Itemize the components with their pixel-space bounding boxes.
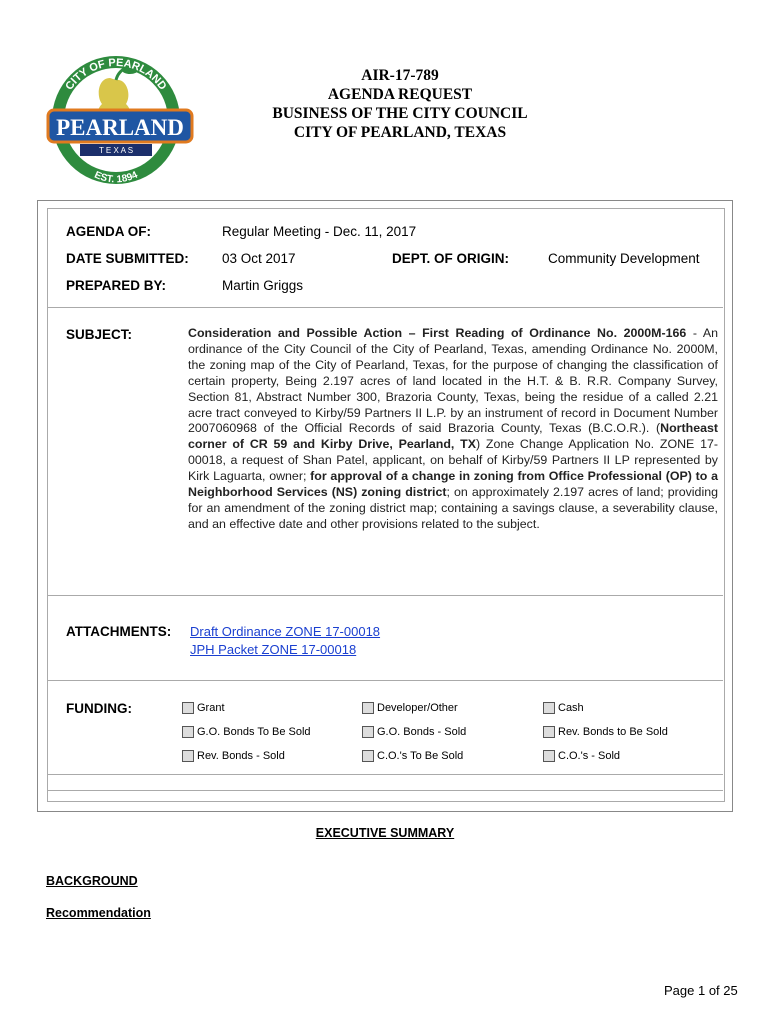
attachment-link-draft-ordinance[interactable]: Draft Ordinance ZONE 17-00018 — [190, 624, 381, 639]
background-heading: BACKGROUND — [46, 874, 138, 888]
funding-option-rev-bonds-sold[interactable] — [182, 750, 285, 762]
funding-option-cash[interactable] — [543, 702, 584, 714]
funding-option-label: Rev. Bonds - Sold — [197, 750, 285, 762]
funding-option-go-bonds-to-be-sold[interactable] — [182, 726, 311, 738]
logo-state: T E X A S — [98, 146, 134, 155]
checkbox[interactable] — [182, 702, 194, 714]
funding-option-label: G.O. Bonds To Be Sold — [197, 726, 311, 738]
subject-body: ) Zone Change Application No. ZONE 17-00018, a request of Shan Patel, applicant, on behalf of Kirby/59 Partners II LP represented by Kirk Laguarta, owner; — [188, 437, 719, 484]
checkbox[interactable] — [543, 702, 555, 714]
attachments-label: ATTACHMENTS: — [66, 624, 172, 639]
header-city: CITY OF PEARLAND, TEXAS — [293, 124, 507, 141]
divider — [47, 790, 723, 791]
date-submitted-value: 03 Oct 2017 — [222, 251, 296, 266]
divider — [47, 680, 723, 681]
funding-option-rev-bonds-to-be-sold[interactable] — [543, 726, 668, 738]
logo-arc-text: CITY OF PEARLAND — [63, 56, 169, 93]
checkbox[interactable] — [362, 726, 374, 738]
header-agenda-request: AGENDA REQUEST — [327, 86, 473, 103]
funding-label: FUNDING: — [66, 701, 132, 716]
prepared-by-value: Martin Griggs — [222, 278, 304, 293]
divider — [47, 774, 723, 775]
recommendation-heading: Recommendation — [46, 906, 151, 920]
checkbox[interactable] — [182, 750, 194, 762]
funding-option-grant[interactable] — [182, 702, 225, 714]
funding-option-label: C.O.'s To Be Sold — [377, 750, 464, 762]
funding-option-label: Cash — [558, 702, 584, 714]
air-number: AIR-17-789 — [361, 67, 439, 84]
divider — [47, 307, 723, 308]
funding-option-go-bonds-sold[interactable] — [362, 726, 466, 738]
header-business: BUSINESS OF THE CITY COUNCIL — [272, 105, 528, 122]
pearland-logo — [40, 48, 200, 188]
page-number: Page 1 of 25 — [664, 983, 738, 998]
subject-bold: Consideration and Possible Action – First Reading of Ordinance No. 2000M-166 — [188, 326, 687, 340]
document-header — [200, 66, 600, 142]
logo-est: EST. 1894 — [92, 169, 140, 186]
subject-body: ; on approximately 2.197 acres of land; providing for an amendment of the zoning district map; containing a savings clause, a severability clause, and an effective date and other provisions related to the subject. — [188, 485, 718, 531]
date-submitted-label: DATE SUBMITTED: — [66, 251, 189, 266]
logo-wordmark: PEARLAND — [56, 115, 184, 140]
attachment-link-jph-packet[interactable]: JPH Packet ZONE 17-00018 — [190, 642, 357, 657]
checkbox[interactable] — [362, 702, 374, 714]
funding-option-label: Developer/Other — [377, 702, 458, 714]
checkbox[interactable] — [182, 726, 194, 738]
funding-option-cos-to-be-sold[interactable] — [362, 750, 463, 762]
executive-summary-heading: EXECUTIVE SUMMARY — [315, 826, 455, 840]
funding-option-label: G.O. Bonds - Sold — [377, 726, 467, 738]
subject-bold: Northeast corner of CR 59 and Kirby Drive, Pearland, TX — [188, 421, 718, 452]
funding-option-label: C.O.'s - Sold — [558, 750, 621, 762]
prepared-by-label: PREPARED BY: — [66, 278, 167, 293]
checkbox[interactable] — [543, 750, 555, 762]
dept-origin-value: Community Development — [548, 251, 700, 266]
divider — [47, 595, 723, 596]
subject-text — [188, 326, 718, 533]
funding-option-label: Rev. Bonds to Be Sold — [558, 726, 668, 738]
agenda-of-label: AGENDA OF: — [66, 224, 151, 239]
dept-origin-label: DEPT. OF ORIGIN: — [392, 251, 510, 266]
subject-body: - An ordinance of the City Council of the City of Pearland, Texas, amending Ordinance No. 2000M, the zoning map of the City of Pearland, Texas, for the purpose of changing the classification of certain property, Being 2.197 acres of land located in the H.T. & B. R.R. Company Survey, Section 81, Abstract Number 300, Brazoria County, Texas, being the residue of a called 2.21 acre tract conveyed to Kirby/59 Partners II L.P. by an instrument of record in Document Number 2007060968 of the Official Records of said Brazoria County, Texas (B.C.O.R.). ( — [188, 326, 718, 436]
agenda-of-value: Regular Meeting - Dec. 11, 2017 — [222, 224, 417, 239]
funding-option-label: Grant — [197, 702, 225, 714]
checkbox[interactable] — [362, 750, 374, 762]
funding-option-cos-sold[interactable] — [543, 750, 620, 762]
checkbox[interactable] — [543, 726, 555, 738]
subject-label: SUBJECT: — [66, 327, 133, 342]
funding-option-developer[interactable] — [362, 702, 458, 714]
subject-bold: for approval of a change in zoning from Office Professional (OP) to a Neighborhood Services (NS) zoning district — [188, 469, 718, 500]
